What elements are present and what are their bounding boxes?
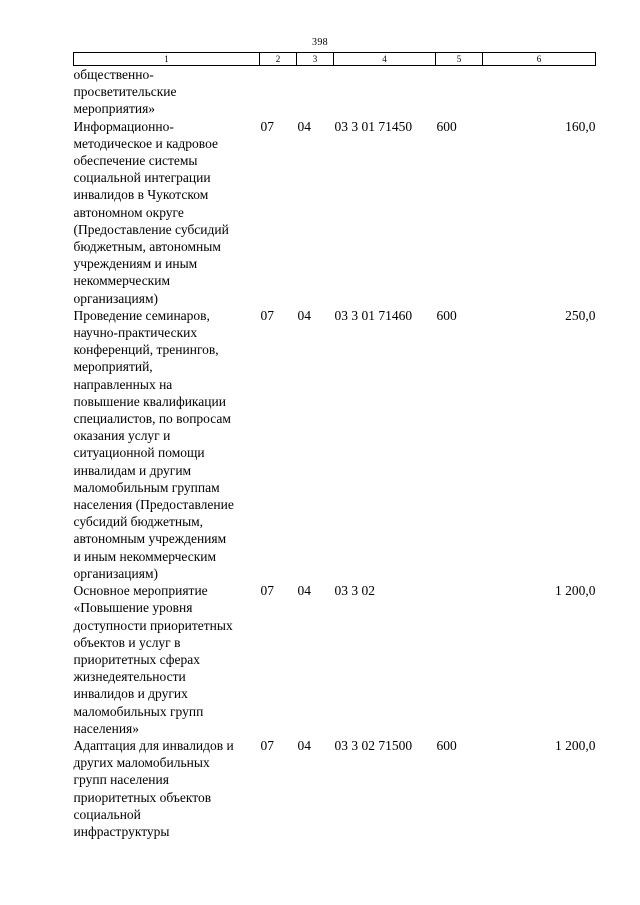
table-row [74, 307, 596, 582]
row-target-code: 03 3 02 [334, 583, 375, 599]
row-target-code [334, 66, 436, 118]
row-expense-type: 600 [436, 118, 457, 134]
page-number: 398 [312, 37, 328, 48]
row-name: Проведение семинаров, научно-практических конференций, тренингов, мероприятий, направленных на повышение квалификации специалистов, по вопросам оказания услуг и ситуационной помощи инвалидам и другим маломобильным группам населения (Предоставление субсидий бюджетным, автономным учреждениям и иным некоммерческим организациям) [73, 307, 234, 581]
row-section [260, 66, 297, 118]
row-expense-type: 600 [436, 737, 457, 753]
column-number-1: 1 [74, 53, 260, 66]
row-section: 07 [260, 583, 274, 599]
table-row [74, 582, 596, 737]
row-subsection [297, 66, 334, 118]
row-amount: 160,0 [565, 118, 596, 134]
row-subsection: 04 [297, 737, 311, 753]
table-row [74, 118, 596, 307]
column-number-2: 2 [260, 53, 297, 66]
row-expense-type [436, 66, 483, 118]
row-subsection: 04 [297, 307, 311, 323]
row-amount [483, 66, 596, 118]
column-number-4: 4 [334, 53, 436, 66]
table-row [74, 66, 596, 118]
row-expense-type: 600 [436, 307, 457, 323]
budget-table [73, 52, 596, 840]
row-expense-type [436, 582, 483, 737]
row-amount: 1 200,0 [555, 583, 596, 599]
column-number-header-row [74, 53, 596, 66]
row-section: 07 [260, 307, 274, 323]
row-name: Адаптация для инвалидов и других маломобильных групп населения приоритетных объектов социальной инфраструктуры [73, 737, 234, 839]
row-target-code: 03 3 02 71500 [334, 737, 413, 753]
row-target-code: 03 3 01 71460 [334, 307, 413, 323]
row-subsection: 04 [297, 583, 311, 599]
row-amount: 1 200,0 [555, 737, 596, 753]
row-section: 07 [260, 118, 274, 134]
row-subsection: 04 [297, 118, 311, 134]
column-number-5: 5 [436, 53, 483, 66]
column-number-6: 6 [483, 53, 596, 66]
column-number-3: 3 [297, 53, 334, 66]
row-section: 07 [260, 737, 274, 753]
row-name: Информационно- методическое и кадровое обеспечение системы социальной интеграции инвалидов в Чукотском автономном округе (Предоставление субсидий бюджетным, автономным учреждениям и иным некоммерческим организациям) [73, 118, 229, 306]
row-amount: 250,0 [565, 307, 596, 323]
row-name: общественно- просветительские мероприятия» [73, 67, 177, 117]
row-name: Основное мероприятие «Повышение уровня доступности приоритетных объектов и услуг в приоритетных сферах жизнедеятельности инвалидов и других маломобильных групп населения» [73, 583, 233, 736]
row-target-code: 03 3 01 71450 [334, 118, 413, 134]
table-row [74, 737, 596, 840]
